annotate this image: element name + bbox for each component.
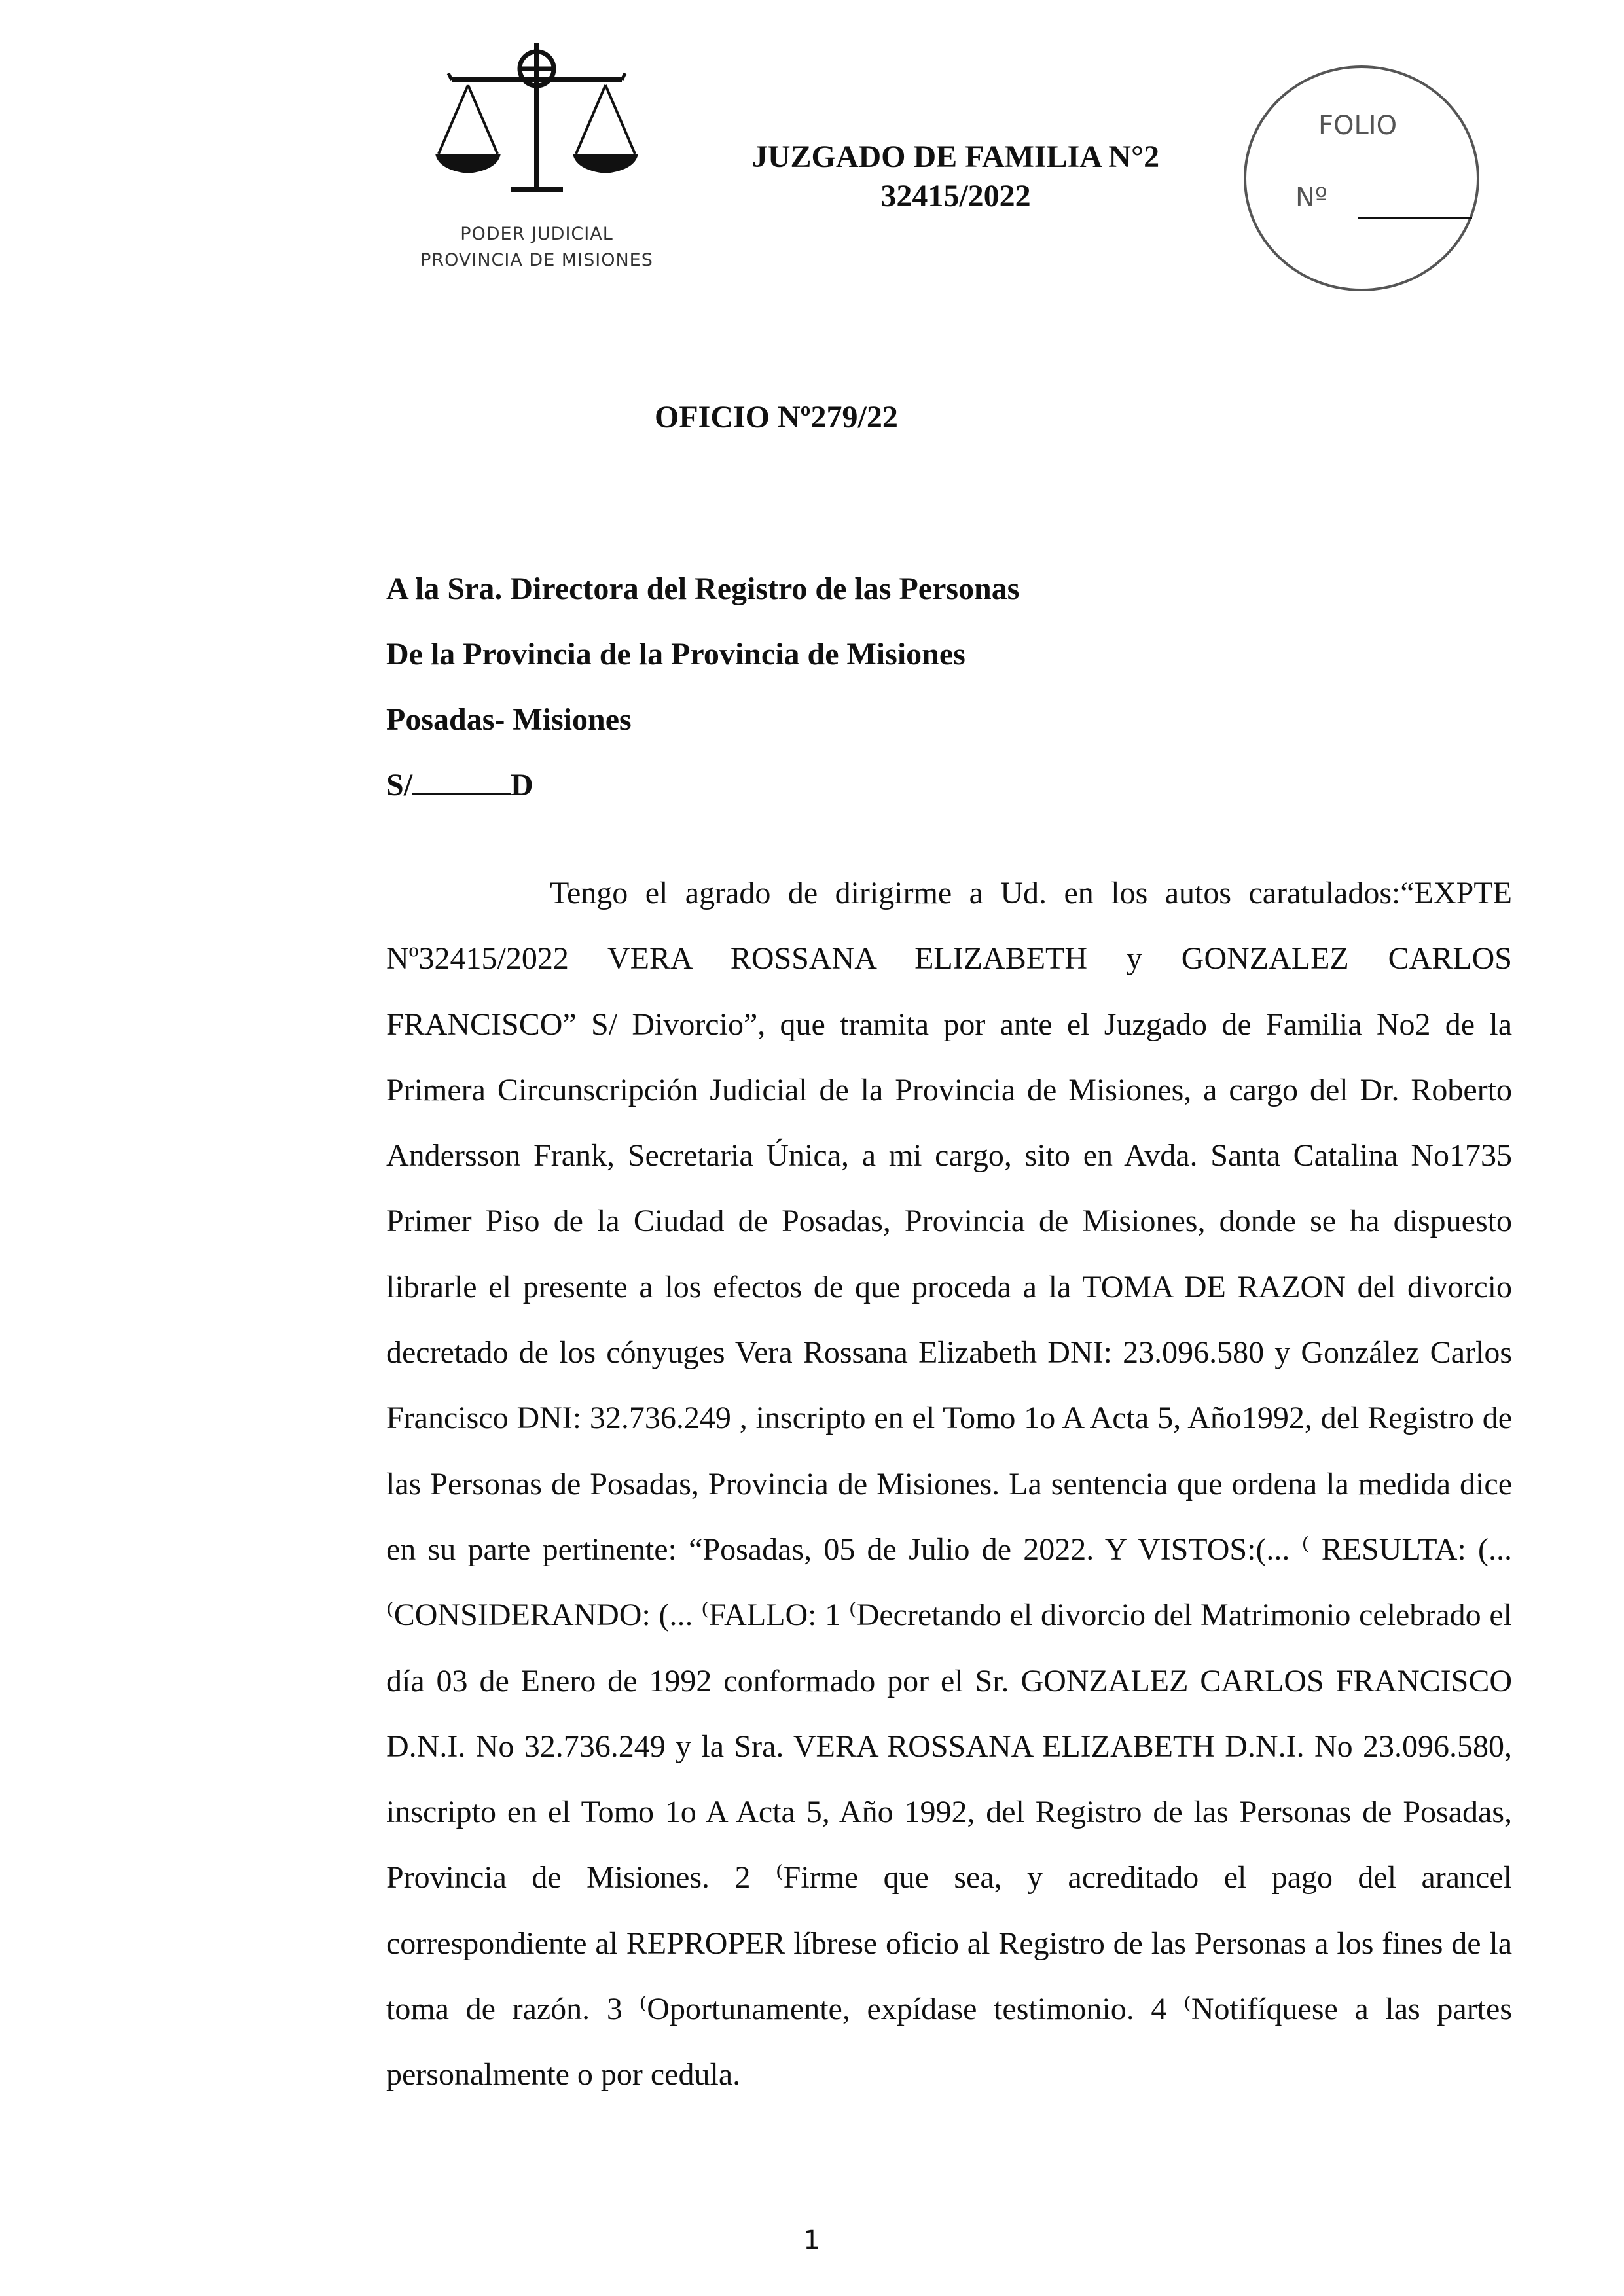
court-heading: [720, 137, 1191, 216]
address-sd-line: [412, 792, 511, 795]
court-name: JUZGADO DE FAMILIA N°2: [751, 139, 1160, 174]
letter-body: [386, 861, 1512, 2108]
page-number: 1: [803, 2225, 820, 2255]
scales-of-justice-icon: [432, 39, 641, 216]
address-sd-right: D: [511, 768, 533, 802]
folio-stamp: [1244, 65, 1479, 291]
address-line-1: A la Sra. Directora del Registro de las Personas: [386, 571, 1020, 606]
logo-line-2: PROVINCIA DE MISIONES: [420, 250, 653, 270]
address-line-3: Posadas- Misiones: [386, 702, 632, 737]
folio-number-blank: [1358, 217, 1472, 219]
judiciary-logo: [393, 39, 681, 295]
oficio-number: OFICIO Nº279/22: [655, 400, 898, 435]
case-number: 32415/2022: [880, 179, 1031, 213]
address-sd-left: S/: [386, 768, 413, 802]
folio-label: FOLIO: [1318, 111, 1398, 141]
address-sd: [386, 767, 533, 803]
folio-number-label: Nº: [1295, 183, 1327, 213]
body-paragraph: Tengo el agrado de dirigirme a Ud. en los autos caratulados:“EXPTE Nº32415/2022 VERA ROSSANA ELIZABETH y GONZALEZ CARLOS FRANCISCO” S/ Divorcio”, que tramita por ante el Juzgado de Familia No2 de la Primera Circunscripción Judicial de la Provincia de Misiones, a cargo del Dr. Roberto Andersson Frank, Secretaria Única, a mi cargo, sito en Avda. Santa Catalina No1735 Primer Piso de la Ciudad de Posadas, Provincia de Misiones, donde se ha dispuesto librarle el presente a los efectos de que proceda a la TOMA DE RAZON del divorcio decretado de los cónyuges Vera Rossana Elizabeth DNI: 23.096.580 y González Carlos Francisco DNI: 32.736.249 , inscripto en el Tomo 1o A Acta 5, Año1992, del Registro de las Personas de Posadas, Provincia de Misiones. La sentencia que ordena la medida dice en su parte pertinente: “Posadas, 05 de Julio de 2022. Y VISTOS:(... ⁽ RESULTA: (... ⁽CONSIDERANDO: (... ⁽FALLO: 1 ⁽Decretando el divorcio del Matrimonio celebrado el día 03 de Enero de 1992 conformado por el Sr. GONZALEZ CARLOS FRANCISCO D.N.I. No 32.736.249 y la Sra. VERA ROSSANA ELIZABETH D.N.I. No 23.096.580, inscripto en el Tomo 1o A Acta 5, Año 1992, del Registro de las Personas de Posadas, Provincia de Misiones. 2 ⁽Firme que sea, y acreditado el pago del arancel correspondiente al REPROPER líbrese oficio al Registro de las Personas a los fines de la toma de razón. 3 ⁽Oportunamente, expídase testimonio. 4 ⁽Notifíquese a las partes personalmente o por cedula.: [386, 876, 1512, 2092]
logo-line-1: PODER JUDICIAL: [460, 224, 613, 244]
address-line-2: De la Provincia de la Provincia de Misiones: [386, 637, 965, 672]
